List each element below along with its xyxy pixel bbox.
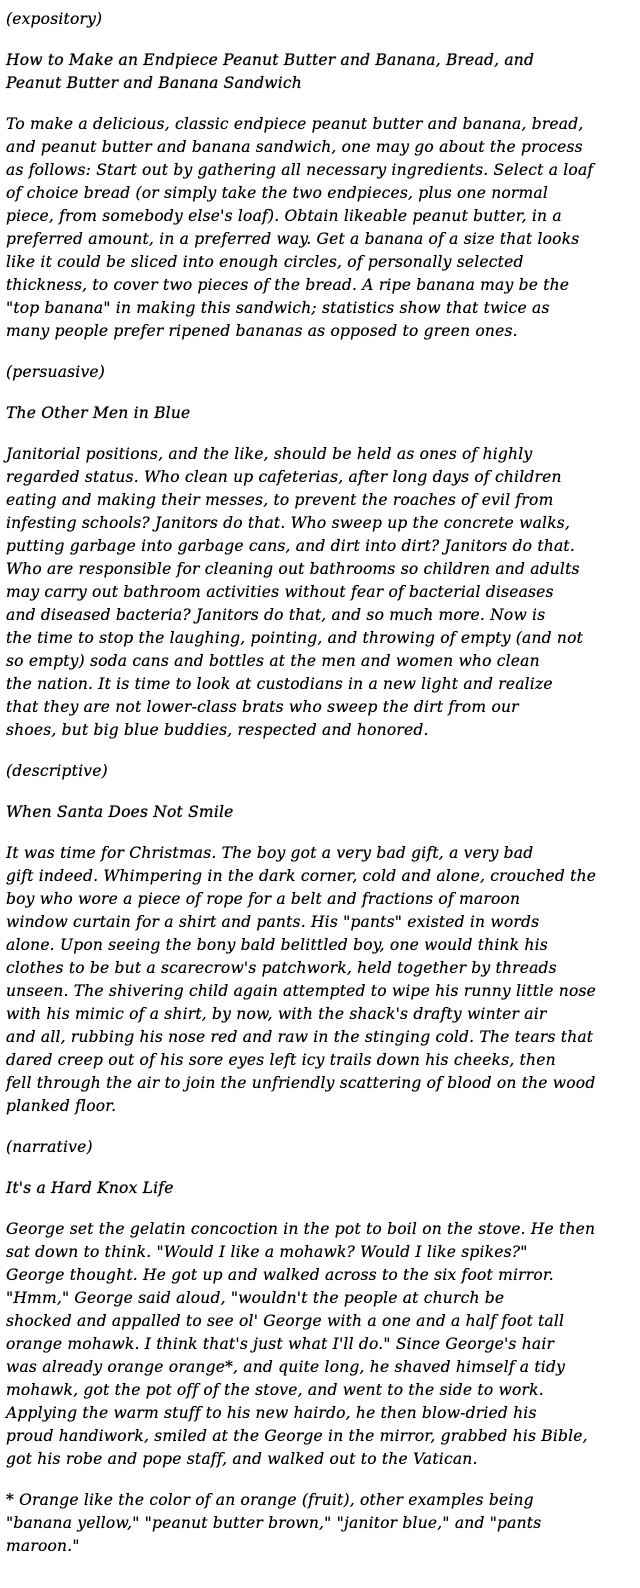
section-body [6,842,632,1118]
text-line: shocked and appalled to see ol' George with a one and a half foot tall [6,1312,565,1330]
text-line: window curtain for a shirt and pants. His "pants" existed in words [6,913,540,931]
section-label-text: (descriptive) [6,762,108,780]
text-line: To make a delicious, classic endpiece peanut butter and banana, bread, [6,115,584,133]
text-line: orange mohawk. I think that's just what I'll do." Since George's hair [6,1335,555,1353]
section-title-line: It's a Hard Knox Life [6,1179,174,1197]
text-line: "top banana" in making this sandwich; statistics show that twice as [6,299,550,317]
text-line: thickness, to cover two pieces of the bread. A ripe banana may be the [6,276,570,294]
text-line: was already orange orange*, and quite long, he shaved himself a tidy [6,1358,566,1376]
section-label [6,760,632,783]
text-line: George thought. He got up and walked across to the six foot mirror. [6,1266,554,1284]
text-line: and peanut butter and banana sandwich, one may go about the process [6,138,583,156]
text-line: so empty) soda cans and bottles at the men and women who clean [6,652,540,670]
text-line: with his mimic of a shirt, by now, with the shack's drafty winter air [6,1005,547,1023]
section-label [6,8,632,31]
text-line: piece, from somebody else's loaf). Obtain likeable peanut butter, in a [6,207,562,225]
text-line: George set the gelatin concoction in the pot to boil on the stove. He then [6,1220,596,1238]
text-line: and all, rubbing his nose red and raw in the stinging cold. The tears that [6,1028,594,1046]
section-title [6,49,632,95]
text-line: like it could be sliced into enough circles, of personally selected [6,253,524,271]
section-title-line: When Santa Does Not Smile [6,803,234,821]
text-line: proud handiwork, smiled at the George in the mirror, grabbed his Bible, [6,1427,588,1445]
text-line: may carry out bathroom activities without fear of bacterial diseases [6,583,554,601]
text-line: the nation. It is time to look at custodians in a new light and realize [6,675,553,693]
sections-container [6,8,632,1471]
text-line: mohawk, got the pot off of the stove, and went to the side to work. [6,1381,544,1399]
text-line: infesting schools? Janitors do that. Who sweep up the concrete walks, [6,514,571,532]
text-line: many people prefer ripened bananas as opposed to green ones. [6,322,518,340]
text-line: shoes, but big blue buddies, respected and honored. [6,721,429,739]
section-descriptive [6,760,632,1118]
text-line: got his robe and pope staff, and walked out to the Vatican. [6,1450,478,1468]
text-line: and diseased bacteria? Janitors do that, and so much more. Now is [6,606,546,624]
section-persuasive [6,361,632,742]
section-label [6,1136,632,1159]
text-line: Who are responsible for cleaning out bathrooms so children and adults [6,560,580,578]
text-line: gift indeed. Whimpering in the dark corner, cold and alone, crouched the [6,867,597,885]
footnote-line: maroon." [6,1537,80,1555]
text-line: sat down to think. "Would I like a mohawk? Would I like spikes?" [6,1243,528,1261]
footnote-line: * Orange like the color of an orange (fruit), other examples being [6,1491,534,1509]
text-line: "Hmm," George said aloud, "wouldn't the people at church be [6,1289,505,1307]
text-line: dared creep out of his sore eyes left icy trails down his cheeks, then [6,1051,556,1069]
section-label [6,361,632,384]
text-line: It was time for Christmas. The boy got a very bad gift, a very bad [6,844,534,862]
text-line: boy who wore a piece of rope for a belt and fractions of maroon [6,890,521,908]
section-narrative [6,1136,632,1471]
text-line: Applying the warm stuff to his new hairdo, he then blow-dried his [6,1404,537,1422]
section-title [6,402,632,425]
section-title-line: The Other Men in Blue [6,404,191,422]
section-expository [6,8,632,343]
footnote [6,1489,632,1558]
text-line: eating and making their messes, to prevent the roaches of evil from [6,491,554,509]
section-title-line: Peanut Butter and Banana Sandwich [6,74,302,92]
text-line: regarded status. Who clean up cafeterias, after long days of children [6,468,562,486]
text-line: Janitorial positions, and the like, should be held as ones of highly [6,445,533,463]
text-line: as follows: Start out by gathering all necessary ingredients. Select a loaf [6,161,594,179]
text-line: that they are not lower-class brats who sweep the dirt from our [6,698,519,716]
section-title [6,801,632,824]
footnote-line: "banana yellow," "peanut butter brown," "janitor blue," and "pants [6,1514,542,1532]
text-line: fell through the air to join the unfriendly scattering of blood on the wood [6,1074,596,1092]
section-body [6,1218,632,1471]
text-line: unseen. The shivering child again attempted to wipe his runny little nose [6,982,597,1000]
text-line: preferred amount, in a preferred way. Get a banana of a size that looks [6,230,580,248]
text-line: clothes to be but a scarecrow's patchwork, held together by threads [6,959,557,977]
text-line: putting garbage into garbage cans, and dirt into dirt? Janitors do that. [6,537,575,555]
section-body [6,443,632,742]
section-label-text: (persuasive) [6,363,106,381]
text-line: alone. Upon seeing the bony bald belittled boy, one would think his [6,936,548,954]
section-title-line: How to Make an Endpiece Peanut Butter and Banana, Bread, and [6,51,535,69]
text-line: planked floor. [6,1097,117,1115]
section-body [6,113,632,343]
text-line: of choice bread (or simply take the two endpieces, plus one normal [6,184,549,202]
section-label-text: (narrative) [6,1138,93,1156]
section-label-text: (expository) [6,10,103,28]
text-line: the time to stop the laughing, pointing, and throwing of empty (and not [6,629,584,647]
section-title [6,1177,632,1200]
